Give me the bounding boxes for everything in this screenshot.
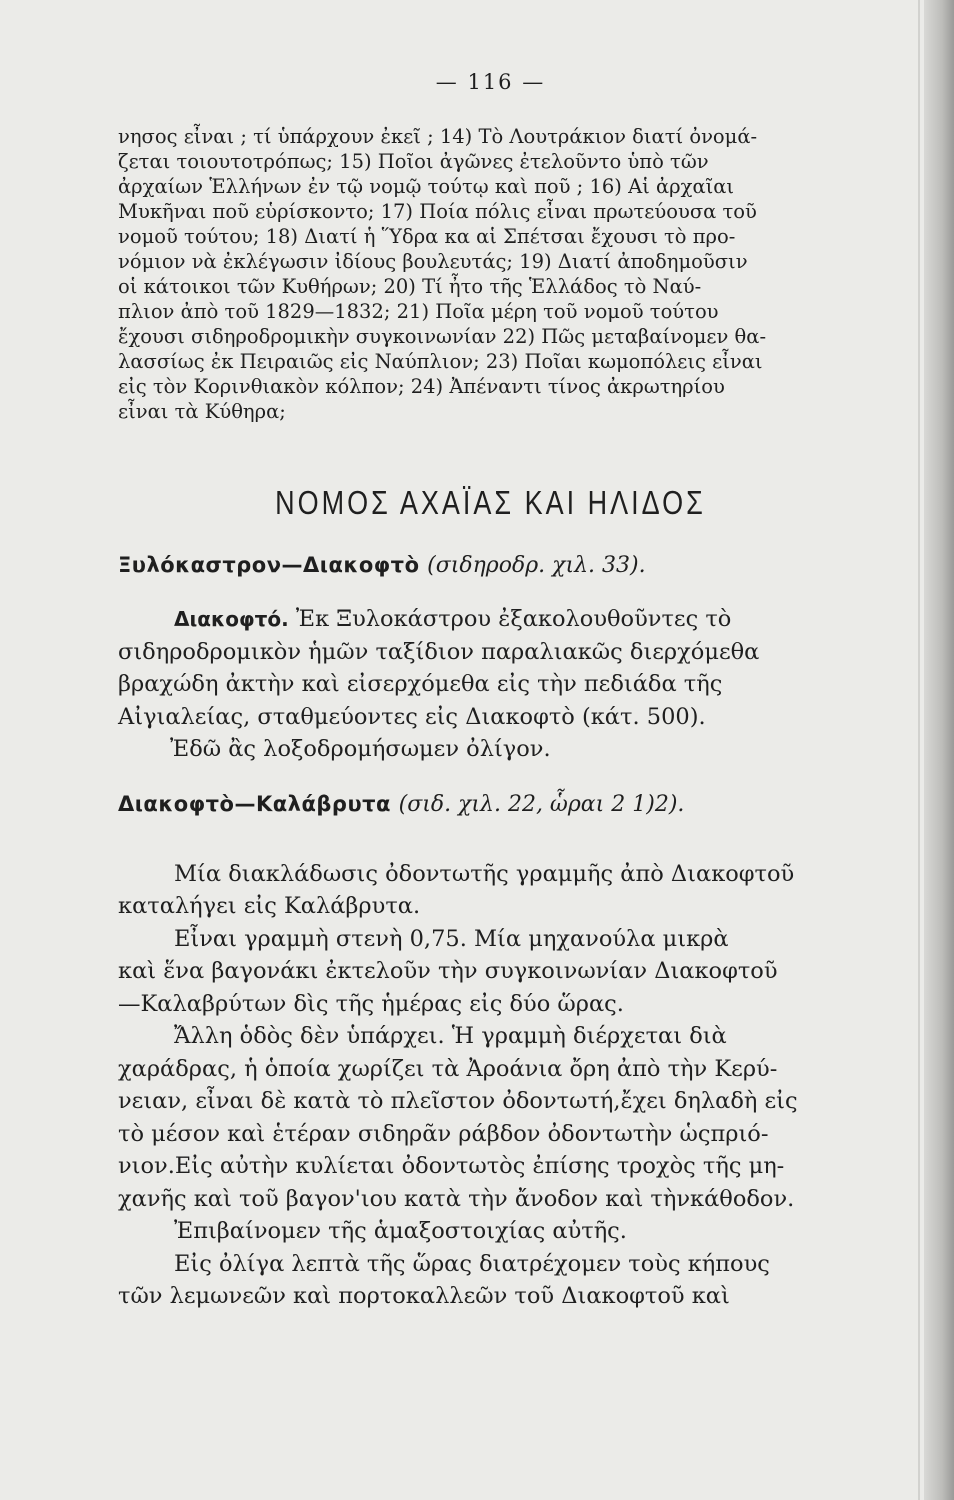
text-line: λασσίως ἐκ Πειραιῶς εἰς Ναύπλιον; 23) Ποῖαι κωμοπόλεις εἶναι (118, 350, 763, 373)
text-line: πλιον ἀπὸ τοῦ 1829—1832; 21) Ποῖα μέρη τοῦ νομοῦ τούτου (118, 300, 719, 323)
page-number: — 116 — (435, 70, 546, 94)
route-heading-2 (118, 788, 863, 820)
text-line: τῶν λεμωνεῶν καὶ πορτοκαλλεῶν τοῦ Διακοφτοῦ καὶ (118, 1283, 730, 1309)
text-line: οἱ κάτοικοι τῶν Κυθήρων; 20) Τί ἦτο τῆς Ἑλλάδος τὸ Ναύ- (118, 275, 702, 298)
text-line: νομοῦ τούτου; 18) Διατί ἡ Ὕδρα κα αἱ Σπέτσαι ἔχουσι τὸ προ- (118, 225, 736, 248)
text-line: σιδηροδρομικὸν ἡμῶν ταξίδιον παραλιακῶς διερχόμεθα (118, 638, 760, 665)
text-line: Ἐπιβαίνομεν τῆς ἁμαξοστοιχίας αὐτῆς. (174, 1218, 627, 1244)
page-gutter-shadow (918, 0, 920, 1500)
text-line: εἶναι τὰ Κύθηρα; (118, 400, 286, 423)
text-line: βραχώδη ἀκτὴν καὶ εἰσερχόμεθα εἰς τὴν πεδιάδα τῆς (118, 671, 723, 697)
text-line: Εἶναι γραμμὴ στενὴ 0,75. Μία μηχανούλα μικρὰ (174, 925, 729, 952)
route-heading-1 (118, 549, 863, 581)
route-detail: (σιδηροδρ. χιλ. 33). (427, 553, 646, 578)
text-line: ζεται τοιουτοτρόπως; 15) Ποῖοι ἀγῶνες ἐτελοῦντο ὑπὸ τῶν (118, 150, 709, 173)
text-line: νησος εἶναι ; τί ὑπάρχουν ἐκεῖ ; 14) Τὸ Λουτράκιον διατί ὀνομά- (118, 125, 758, 148)
route-detail: (σιδ. χιλ. 22, ὧραι 2 1)2). (398, 791, 685, 817)
prefecture-heading: ΝΟΜΟΣ ΑΧΑΪΑΣ ΚΑΙ ΗΛΙΔΟΣ (275, 484, 706, 522)
text-line: καταλήγει εἰς Καλάβρυτα. (118, 893, 421, 919)
text-line: νειαν, εἶναι δὲ κατὰ τὸ πλεῖστον ὀδοντωτή,ἔχει δηλαδὴ εἰς (118, 1088, 798, 1114)
text-line: —Καλαβρύτων δὶς τῆς ἡμέρας εἰς δύο ὥρας. (118, 990, 624, 1017)
text-line: ἔχουσι σιδηροδρομικὴν συγκοινωνίαν 22) Πῶς μεταβαίνομεν θα- (118, 325, 767, 348)
route-name: Διακοφτὸ—Καλάβρυτα (118, 791, 391, 816)
text-line: Ἐδῶ ἂς λοξοδρομήσωμεν ὀλίγον. (170, 736, 551, 762)
page-content (118, 70, 863, 1313)
text-line: Μία διακλάδωσις ὀδοντωτῆς γραμμῆς ἀπὸ Διακοφτοῦ (174, 860, 795, 887)
text-line: νιον.Εἰς αὐτὴν κυλίεται ὀδοντωτὸς ἐπίσης τροχὸς τῆς μη- (118, 1153, 785, 1179)
intro-questions-paragraph (118, 124, 863, 424)
text-line: τὸ μέσον καὶ ἑτέραν σιδηρᾶν ράβδον ὀδοντωτὴν ὡςπριό- (118, 1120, 769, 1147)
text-line: Αἰγιαλείας, σταθμεύοντες εἰς Διακοφτὸ (κάτ. 500). (118, 703, 706, 730)
section-lead-text: Ἐκ Ξυλοκάστρου ἐξακολουθοῦντες τὸ (288, 606, 732, 632)
text-line: καὶ ἕνα βαγονάκι ἐκτελοῦν τὴν συγκοινωνίαν Διακοφτοῦ (118, 958, 778, 984)
route-name: Ξυλόκαστρον—Διακοφτὸ (118, 553, 420, 577)
diakofto-paragraph (118, 603, 863, 766)
section-lead: Διακοφτό. (174, 607, 289, 631)
text-line: εἰς τὸν Κορινθιακὸν κόλπον; 24) Ἀπέναντι τίνος ἀκρωτηρίου (118, 375, 725, 398)
kalavryta-paragraph (118, 858, 863, 1313)
text-line: Εἰς ὀλίγα λεπτὰ τῆς ὥρας διατρέχομεν τοὺς κήπους (174, 1250, 770, 1277)
text-line: νόμιον νὰ ἐκλέγωσιν ἰδίους βουλευτάς; 19) Διατί ἀποδημοῦσιν (118, 250, 748, 273)
text-line (118, 603, 863, 636)
text-line: χανῆς καὶ τοῦ βαγον'ιου κατὰ τὴν ἄνοδον καὶ τὴνκάθοδον. (118, 1185, 795, 1212)
text-line: χαράδρας, ἡ ὁποία χωρίζει τὰ Ἀροάνια ὄρη ἀπὸ τὴν Κερύ- (118, 1055, 778, 1082)
text-line: Μυκῆναι ποῦ εὑρίσκοντο; 17) Ποία πόλις εἶναι πρωτεύουσα τοῦ (118, 200, 757, 223)
text-line: Ἄλλη ὁδὸς δὲν ὑπάρχει. Ἡ γραμμὴ διέρχεται διὰ (174, 1023, 727, 1049)
page-edge (924, 0, 954, 1500)
text-line: ἀρχαίων Ἑλλήνων ἐν τῷ νομῷ τούτῳ καὶ ποῦ ; 16) Αἱ ἀρχαῖαι (118, 175, 735, 198)
